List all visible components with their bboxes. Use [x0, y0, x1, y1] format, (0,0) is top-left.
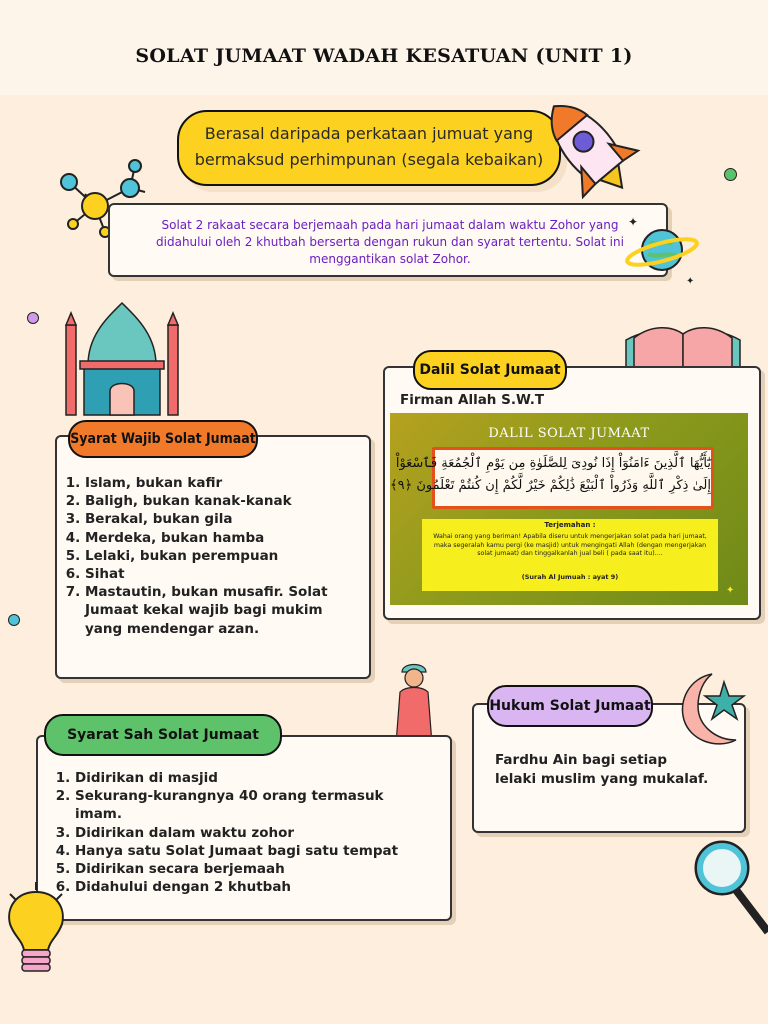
- decor-dot: [724, 168, 737, 181]
- origin-callout: [177, 110, 561, 186]
- list-item: 3. Didirikan dalam waktu zohor: [75, 824, 405, 842]
- magnifier-icon: [692, 832, 768, 937]
- dalil-image: [390, 413, 748, 605]
- list-item: 4. Hanya satu Solat Jumaat bagi satu tempat: [75, 842, 405, 860]
- sparkle-icon: ✦: [726, 585, 735, 596]
- syarat-wajib-list: [55, 474, 355, 638]
- list-item: 7. Mastautin, bukan musafir. Solat Jumaat kekal wajib bagi mukim yang mendengar azan.: [85, 583, 355, 638]
- dalil-heading: Dalil Solat Jumaat: [413, 350, 567, 390]
- surah-reference: (Surah Al Jumuah : ayat 9): [521, 573, 619, 581]
- terjemahan-box: [422, 519, 718, 591]
- ayat-line-1: يَٰٓأَيُّهَا ٱلَّذِينَ ءَامَنُوٓاْ إِذَا نُودِىَ لِلصَّلَوٰةِ مِن يَوْمِ ٱلْجُمُعَةِ فَٱسْعَوْاْ: [395, 456, 711, 471]
- definition-card: [108, 203, 668, 277]
- rocket-icon: [528, 92, 648, 202]
- list-item: 6. Didahului dengan 2 khutbah: [75, 878, 405, 896]
- terjemahan-text: Wahai orang yang beriman! Apabila diseru untuk mengerjakan solat pada hari jumaat, maka segeralah kamu pergi (ke masjid) untuk mengingati Allah (dengan mengerjakan solat jumaat) dan tinggalkanlah jual beli ( pada saat itu)....: [433, 533, 707, 557]
- list-item: 2. Sekurang-kurangnya 40 orang termasuk imam.: [75, 787, 405, 823]
- svg-text:✦: ✦: [686, 276, 695, 287]
- list-item: 3. Berakal, bukan gila: [85, 510, 355, 528]
- lightbulb-icon: [0, 880, 76, 980]
- origin-line-2: bermaksud perhimpunan (segala kebaikan): [194, 150, 544, 169]
- firman-label: Firman Allah S.W.T: [400, 392, 545, 408]
- list-item: 6. Sihat: [85, 565, 355, 583]
- decor-dot: [27, 312, 39, 324]
- hukum-text: [495, 751, 725, 789]
- page-title: SOLAT JUMAAT WADAH KESATUAN (UNIT 1): [135, 45, 633, 67]
- hukum-line-2: lelaki muslim yang mukalaf.: [495, 771, 709, 787]
- terjemahan-label: Terjemahan :: [544, 521, 596, 529]
- hukum-heading: Hukum Solat Jumaat: [487, 685, 653, 727]
- planet-icon: [620, 212, 700, 287]
- syarat-wajib-heading: Syarat Wajib Solat Jumaat: [68, 420, 258, 458]
- origin-text: [179, 121, 559, 173]
- origin-line-1: Berasal daripada perkataan jumuat yang: [204, 124, 534, 143]
- decor-dot: [8, 614, 20, 626]
- crescent-star-icon: [672, 668, 756, 752]
- syarat-sah-list: [45, 769, 405, 896]
- mosque-icon: [58, 295, 190, 417]
- definition-text: Solat 2 rakaat secara berjemaah pada hari jumaat dalam waktu Zohor yang didahului oleh 2 khutbah berserta dengan rukun dan syarat tertentu. Solat ini menggantikan solat Zohor.: [156, 218, 624, 266]
- list-item: 4. Merdeka, bukan hamba: [85, 529, 355, 547]
- list-item: 1. Islam, bukan kafir: [85, 474, 355, 492]
- list-item: 5. Didirikan secara berjemaah: [75, 860, 405, 878]
- dalil-image-title: DALIL SOLAT JUMAAT: [488, 426, 650, 441]
- syarat-sah-heading: Syarat Sah Solat Jumaat: [44, 714, 282, 756]
- list-item: 1. Didirikan di masjid: [75, 769, 405, 787]
- list-item: 2. Baligh, bukan kanak-kanak: [85, 492, 355, 510]
- ayat-box: [390, 447, 714, 509]
- ayat-line-2: إِلَىٰ ذِكْرِ ٱللَّهِ وَذَرُواْ ٱلْبَيْعَ ذَٰلِكُمْ خَيْرٌ لَّكُمْ إِن كُنتُمْ تَعْلَمُونَ ﴿٩﴾: [390, 478, 711, 493]
- list-item: 5. Lelaki, bukan perempuan: [85, 547, 355, 565]
- svg-text:✦: ✦: [628, 215, 639, 229]
- hukum-line-1: Fardhu Ain bagi setiap: [495, 752, 667, 768]
